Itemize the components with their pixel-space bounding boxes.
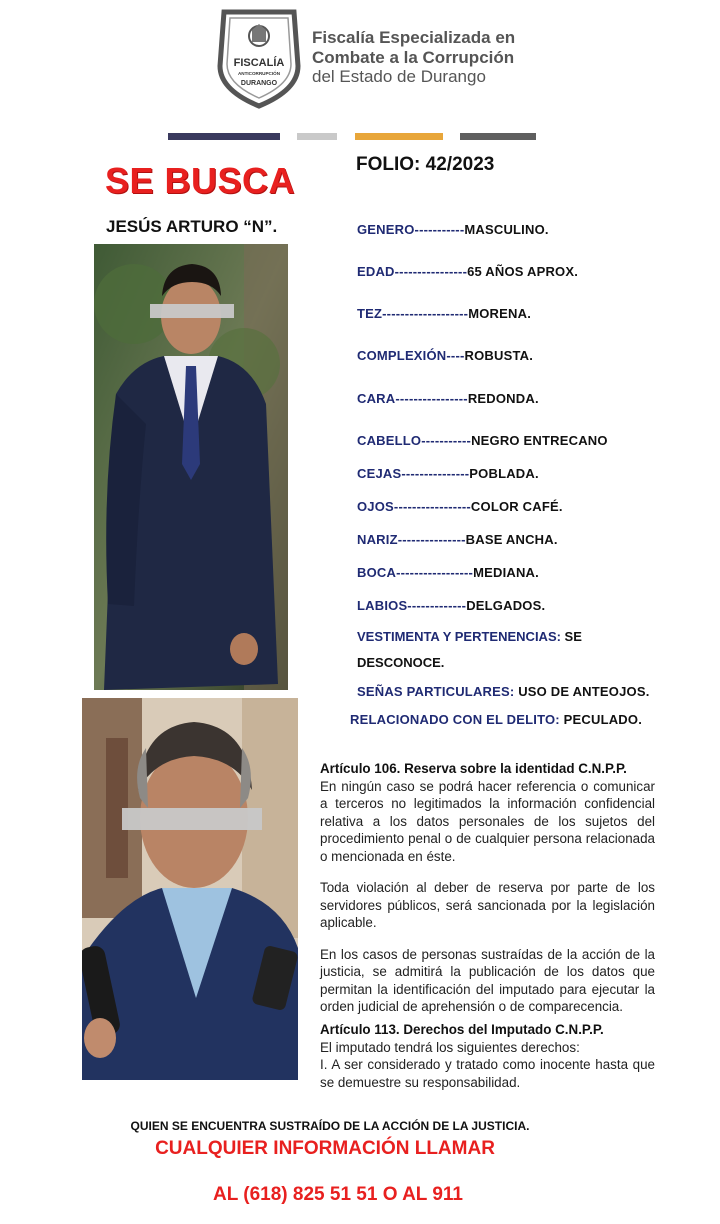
footer-call-text: CUALQUIER INFORMACIÓN LLAMAR — [155, 1138, 495, 1159]
divider-bar-dark — [460, 133, 536, 140]
descriptor-row — [357, 433, 608, 448]
footer-fugitive-notice — [0, 1119, 720, 1133]
divider-bar-gray — [297, 133, 337, 140]
article-113-paragraph-2: I. A ser considerado y tratado como inocente hasta que se demuestre su responsabilidad. — [320, 1057, 655, 1090]
descriptor-value: MORENA. — [468, 306, 532, 321]
descriptor-value: COLOR CAFÉ. — [470, 499, 563, 514]
descriptor-row — [357, 466, 539, 481]
seal-bottom-text: DURANGO — [240, 80, 278, 87]
fiscalia-seal-icon — [216, 6, 302, 110]
article-106-paragraph-2: Toda violación al deber de reserva por parte de los servidores públicos, será sancionada por la legislación aplicable. — [320, 880, 655, 930]
footer-phone-numbers — [0, 1184, 720, 1206]
descriptor-value: REDONDA. — [467, 391, 539, 406]
descriptor-label: BOCA----------------- — [357, 565, 474, 580]
footer-call-notice — [0, 1138, 720, 1160]
folio-number: FOLIO: 42/2023 — [356, 154, 495, 175]
descriptor-value: BASE ANCHA. — [465, 532, 558, 547]
descriptor-row — [357, 598, 545, 613]
descriptor-label: GENERO----------- — [357, 222, 465, 237]
descriptor-label: NARIZ--------------- — [357, 532, 466, 547]
footer-fugitive-text: QUIEN SE ENCUENTRA SUSTRAÍDO DE LA ACCIÓN DE LA JUSTICIA. — [130, 1119, 530, 1133]
seal-top-text: FISCALÍA — [233, 57, 285, 69]
senas-label: SEÑAS PARTICULARES: — [357, 684, 515, 699]
descriptor-row — [357, 264, 578, 279]
descriptor-row — [357, 306, 531, 321]
org-name-line-2: Combate a la Corrupción — [312, 48, 515, 67]
person-photo-closeup — [82, 698, 298, 1080]
descriptor-label: TEZ------------------- — [357, 306, 469, 321]
descriptor-value: MASCULINO. — [464, 222, 549, 237]
descriptor-value: POBLADA. — [469, 466, 539, 481]
descriptor-row — [357, 222, 549, 237]
senas-row — [357, 684, 650, 699]
descriptor-value: DELGADOS. — [466, 598, 546, 613]
wanted-person-name: JESÚS ARTURO “N”. — [106, 217, 278, 236]
article-113-title: Artículo 113. Derechos del Imputado C.N.P.P. — [320, 1022, 604, 1037]
delito-value: PECULADO. — [559, 712, 643, 727]
delito-row — [350, 712, 642, 727]
wanted-title: SE BUSCA — [105, 160, 296, 201]
seal-sub-text: ANTICORRUPCIÓN — [237, 71, 281, 76]
divider-bar-gold — [355, 133, 443, 140]
org-name-line-1: Fiscalía Especializada en — [312, 28, 516, 47]
divider-bar-navy — [168, 133, 280, 140]
article-106-title: Artículo 106. Reserva sobre la identidad C.N.P.P. — [320, 761, 627, 776]
descriptor-label: OJOS----------------- — [357, 499, 471, 514]
person-photo-full-body — [94, 244, 288, 690]
article-106-block — [320, 760, 655, 1016]
senas-value: USO DE ANTEOJOS. — [514, 684, 650, 699]
vestimenta-row — [357, 624, 657, 676]
descriptor-value: NEGRO ENTRECANO — [471, 433, 608, 448]
descriptor-value: 65 AÑOS APROX. — [467, 264, 579, 279]
delito-label: RELACIONADO CON EL DELITO: — [350, 712, 560, 727]
footer-phone-text: AL (618) 825 51 51 O AL 911 — [213, 1184, 463, 1205]
descriptor-row — [357, 348, 533, 363]
descriptor-label: LABIOS------------- — [357, 598, 467, 613]
descriptor-value: MEDIANA. — [473, 565, 539, 580]
article-113-paragraph-1: El imputado tendrá los siguientes derechos: — [320, 1039, 580, 1055]
article-106-paragraph-1: En ningún caso se podrá hacer referencia o comunicar a terceros no legitimados la información confidencial relativa a los datos personales de los sujetos del procedimiento penal o de cualquier persona relacionada o mencionada en éste. — [320, 778, 655, 864]
descriptor-value: ROBUSTA. — [464, 348, 534, 363]
descriptor-label: EDAD---------------- — [357, 264, 468, 279]
descriptor-label: COMPLEXIÓN---- — [357, 348, 465, 363]
descriptor-label: CABELLO----------- — [357, 433, 472, 448]
descriptor-label: CEJAS--------------- — [357, 466, 470, 481]
descriptor-row — [357, 532, 558, 547]
article-106-paragraph-3: En los casos de personas sustraídas de la acción de la justicia, se admitirá la publicación de los datos que permitan la identificación del imputado para ejecutar la orden judicial de aprehensión o de comparecencia. — [320, 946, 655, 1014]
vestimenta-value: SE DESCONOCE. — [357, 629, 582, 670]
descriptor-label: CARA---------------- — [357, 391, 468, 406]
vestimenta-label: VESTIMENTA Y PERTENENCIAS: — [357, 629, 561, 644]
article-113-block — [320, 1021, 655, 1091]
descriptor-row — [357, 565, 539, 580]
descriptor-row — [357, 391, 539, 406]
org-name-line-3: del Estado de Durango — [312, 67, 486, 86]
descriptor-row — [357, 499, 563, 514]
